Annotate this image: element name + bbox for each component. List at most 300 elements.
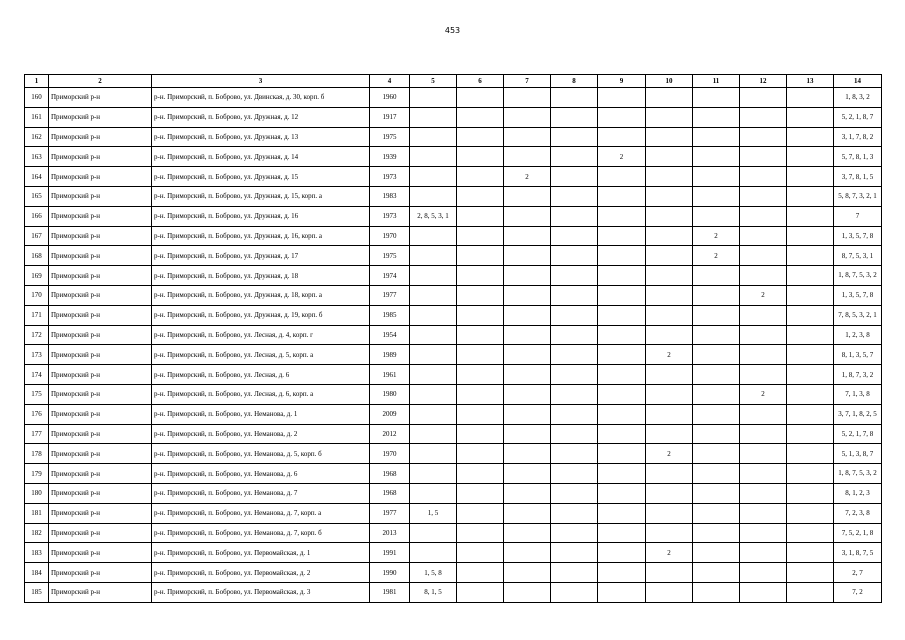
cell-col-12 <box>740 483 787 503</box>
cell-col-11 <box>693 503 740 523</box>
cell-col-11 <box>693 88 740 108</box>
cell-col-10 <box>646 464 693 484</box>
cell-col-2: Приморский р-н <box>49 285 152 305</box>
cell-col-11 <box>693 305 740 325</box>
cell-col-10 <box>646 523 693 543</box>
cell-col-9 <box>598 305 646 325</box>
cell-col-2: Приморский р-н <box>49 325 152 345</box>
cell-col-11 <box>693 444 740 464</box>
cell-col-7 <box>504 523 551 543</box>
cell-col-2: Приморский р-н <box>49 167 152 187</box>
cell-col-5 <box>410 404 457 424</box>
cell-col-10 <box>646 503 693 523</box>
cell-col-8 <box>551 107 598 127</box>
cell-col-13 <box>787 325 834 345</box>
cell-col-10 <box>646 305 693 325</box>
cell-col-1: 169 <box>25 266 49 286</box>
cell-col-6 <box>457 444 504 464</box>
cell-col-12: 2 <box>740 285 787 305</box>
column-header-7: 7 <box>504 75 551 88</box>
cell-col-12 <box>740 582 787 602</box>
cell-col-10 <box>646 404 693 424</box>
cell-col-13 <box>787 167 834 187</box>
cell-col-6 <box>457 246 504 266</box>
cell-col-11 <box>693 523 740 543</box>
cell-col-5 <box>410 147 457 167</box>
cell-col-9 <box>598 444 646 464</box>
cell-col-13 <box>787 226 834 246</box>
cell-col-5 <box>410 365 457 385</box>
cell-col-6 <box>457 107 504 127</box>
cell-col-4: 1968 <box>370 464 410 484</box>
cell-col-7 <box>504 285 551 305</box>
cell-col-2: Приморский р-н <box>49 88 152 108</box>
cell-col-2: Приморский р-н <box>49 483 152 503</box>
cell-col-11 <box>693 543 740 563</box>
cell-col-12 <box>740 523 787 543</box>
cell-col-14: 3, 1, 7, 8, 2 <box>834 127 882 147</box>
cell-col-2: Приморский р-н <box>49 404 152 424</box>
cell-col-3: р-н. Приморский, п. Боброво, ул. Неманова, д. 7, корп. б <box>152 523 370 543</box>
cell-col-5 <box>410 325 457 345</box>
cell-col-1: 167 <box>25 226 49 246</box>
cell-col-7: 2 <box>504 167 551 187</box>
cell-col-10 <box>646 246 693 266</box>
cell-col-9 <box>598 563 646 583</box>
cell-col-8 <box>551 88 598 108</box>
cell-col-3: р-н. Приморский, п. Боброво, ул. Дружная, д. 19, корп. б <box>152 305 370 325</box>
table-row <box>25 464 882 484</box>
cell-col-7 <box>504 424 551 444</box>
cell-col-9 <box>598 285 646 305</box>
table-row <box>25 305 882 325</box>
cell-col-13 <box>787 127 834 147</box>
cell-col-7 <box>504 483 551 503</box>
cell-col-10 <box>646 107 693 127</box>
cell-col-13 <box>787 464 834 484</box>
cell-col-8 <box>551 345 598 365</box>
cell-col-8 <box>551 563 598 583</box>
table-row <box>25 503 882 523</box>
cell-col-3: р-н. Приморский, п. Боброво, ул. Первомайская, д. 1 <box>152 543 370 563</box>
cell-col-11 <box>693 424 740 444</box>
cell-col-3: р-н. Приморский, п. Боброво, ул. Дружная, д. 13 <box>152 127 370 147</box>
cell-col-13 <box>787 523 834 543</box>
cell-col-6 <box>457 226 504 246</box>
cell-col-2: Приморский р-н <box>49 365 152 385</box>
cell-col-6 <box>457 523 504 543</box>
cell-col-3: р-н. Приморский, п. Боброво, ул. Дружная, д. 16, корп. а <box>152 226 370 246</box>
cell-col-2: Приморский р-н <box>49 305 152 325</box>
page-number: 453 <box>444 26 461 35</box>
cell-col-5 <box>410 464 457 484</box>
cell-col-11 <box>693 325 740 345</box>
cell-col-9 <box>598 582 646 602</box>
cell-col-4: 1973 <box>370 206 410 226</box>
cell-col-14: 3, 7, 1, 8, 2, 5 <box>834 404 882 424</box>
cell-col-6 <box>457 563 504 583</box>
cell-col-9 <box>598 88 646 108</box>
cell-col-1: 173 <box>25 345 49 365</box>
cell-col-11 <box>693 563 740 583</box>
cell-col-1: 163 <box>25 147 49 167</box>
cell-col-7 <box>504 305 551 325</box>
cell-col-5 <box>410 226 457 246</box>
column-header-2: 2 <box>49 75 152 88</box>
cell-col-8 <box>551 464 598 484</box>
cell-col-5 <box>410 88 457 108</box>
cell-col-6 <box>457 365 504 385</box>
cell-col-11 <box>693 404 740 424</box>
cell-col-13 <box>787 444 834 464</box>
cell-col-2: Приморский р-н <box>49 582 152 602</box>
cell-col-6 <box>457 147 504 167</box>
cell-col-5 <box>410 444 457 464</box>
cell-col-14: 8, 1, 3, 5, 7 <box>834 345 882 365</box>
table-row <box>25 186 882 206</box>
cell-col-4: 1985 <box>370 305 410 325</box>
cell-col-6 <box>457 325 504 345</box>
cell-col-10 <box>646 206 693 226</box>
cell-col-13 <box>787 365 834 385</box>
column-header-10: 10 <box>646 75 693 88</box>
cell-col-14: 1, 8, 7, 3, 2 <box>834 365 882 385</box>
cell-col-2: Приморский р-н <box>49 206 152 226</box>
cell-col-6 <box>457 127 504 147</box>
cell-col-7 <box>504 543 551 563</box>
table-row <box>25 365 882 385</box>
cell-col-14: 1, 2, 3, 8 <box>834 325 882 345</box>
cell-col-12 <box>740 404 787 424</box>
cell-col-14: 3, 1, 8, 7, 5 <box>834 543 882 563</box>
cell-col-10: 2 <box>646 543 693 563</box>
cell-col-13 <box>787 483 834 503</box>
cell-col-3: р-н. Приморский, п. Боброво, ул. Первомайская, д. 2 <box>152 563 370 583</box>
cell-col-11 <box>693 285 740 305</box>
cell-col-13 <box>787 384 834 404</box>
table-row <box>25 444 882 464</box>
cell-col-12 <box>740 127 787 147</box>
cell-col-9 <box>598 107 646 127</box>
cell-col-14: 1, 8, 3, 2 <box>834 88 882 108</box>
cell-col-1: 182 <box>25 523 49 543</box>
cell-col-12 <box>740 543 787 563</box>
cell-col-4: 1981 <box>370 582 410 602</box>
cell-col-12 <box>740 88 787 108</box>
cell-col-14: 5, 1, 3, 8, 7 <box>834 444 882 464</box>
table-row <box>25 206 882 226</box>
cell-col-6 <box>457 404 504 424</box>
cell-col-11 <box>693 345 740 365</box>
cell-col-4: 1917 <box>370 107 410 127</box>
cell-col-2: Приморский р-н <box>49 107 152 127</box>
cell-col-4: 1991 <box>370 543 410 563</box>
cell-col-12 <box>740 464 787 484</box>
cell-col-6 <box>457 345 504 365</box>
cell-col-13 <box>787 543 834 563</box>
cell-col-14: 5, 2, 1, 7, 8 <box>834 424 882 444</box>
cell-col-11: 2 <box>693 246 740 266</box>
cell-col-4: 1977 <box>370 285 410 305</box>
column-header-13: 13 <box>787 75 834 88</box>
cell-col-12 <box>740 147 787 167</box>
cell-col-3: р-н. Приморский, п. Боброво, ул. Дружная, д. 18, корп. а <box>152 285 370 305</box>
table-row <box>25 563 882 583</box>
cell-col-7 <box>504 147 551 167</box>
cell-col-4: 1974 <box>370 266 410 286</box>
cell-col-3: р-н. Приморский, п. Боброво, ул. Неманова, д. 5, корп. б <box>152 444 370 464</box>
cell-col-6 <box>457 582 504 602</box>
cell-col-8 <box>551 246 598 266</box>
cell-col-1: 174 <box>25 365 49 385</box>
cell-col-4: 1939 <box>370 147 410 167</box>
cell-col-12 <box>740 246 787 266</box>
cell-col-2: Приморский р-н <box>49 246 152 266</box>
cell-col-8 <box>551 186 598 206</box>
cell-col-1: 177 <box>25 424 49 444</box>
cell-col-11 <box>693 582 740 602</box>
cell-col-3: р-н. Приморский, п. Боброво, ул. Лесная, д. 4, корп. г <box>152 325 370 345</box>
cell-col-6 <box>457 543 504 563</box>
cell-col-13 <box>787 88 834 108</box>
table-row <box>25 345 882 365</box>
cell-col-7 <box>504 266 551 286</box>
cell-col-13 <box>787 424 834 444</box>
cell-col-5: 8, 1, 5 <box>410 582 457 602</box>
cell-col-6 <box>457 503 504 523</box>
table-row <box>25 523 882 543</box>
cell-col-11 <box>693 186 740 206</box>
cell-col-11 <box>693 127 740 147</box>
cell-col-4: 2009 <box>370 404 410 424</box>
cell-col-9 <box>598 127 646 147</box>
cell-col-8 <box>551 543 598 563</box>
column-header-9: 9 <box>598 75 646 88</box>
cell-col-8 <box>551 503 598 523</box>
cell-col-8 <box>551 167 598 187</box>
cell-col-1: 166 <box>25 206 49 226</box>
cell-col-14: 7 <box>834 206 882 226</box>
cell-col-4: 1989 <box>370 345 410 365</box>
cell-col-14: 1, 3, 5, 7, 8 <box>834 226 882 246</box>
cell-col-7 <box>504 345 551 365</box>
cell-col-5: 2, 8, 5, 3, 1 <box>410 206 457 226</box>
cell-col-6 <box>457 167 504 187</box>
cell-col-13 <box>787 404 834 424</box>
cell-col-9 <box>598 325 646 345</box>
cell-col-7 <box>504 246 551 266</box>
cell-col-9 <box>598 404 646 424</box>
cell-col-1: 181 <box>25 503 49 523</box>
cell-col-3: р-н. Приморский, п. Боброво, ул. Лесная, д. 6 <box>152 365 370 385</box>
cell-col-4: 1983 <box>370 186 410 206</box>
cell-col-13 <box>787 305 834 325</box>
cell-col-1: 172 <box>25 325 49 345</box>
cell-col-6 <box>457 464 504 484</box>
cell-col-14: 7, 5, 2, 1, 8 <box>834 523 882 543</box>
cell-col-5 <box>410 345 457 365</box>
cell-col-10 <box>646 483 693 503</box>
cell-col-3: р-н. Приморский, п. Боброво, ул. Неманова, д. 7, корп. а <box>152 503 370 523</box>
cell-col-10 <box>646 365 693 385</box>
cell-col-3: р-н. Приморский, п. Боброво, ул. Дружная, д. 14 <box>152 147 370 167</box>
cell-col-7 <box>504 384 551 404</box>
cell-col-9 <box>598 543 646 563</box>
cell-col-2: Приморский р-н <box>49 543 152 563</box>
column-header-1: 1 <box>25 75 49 88</box>
cell-col-13 <box>787 266 834 286</box>
cell-col-3: р-н. Приморский, п. Боброво, ул. Дружная, д. 16 <box>152 206 370 226</box>
cell-col-6 <box>457 285 504 305</box>
cell-col-3: р-н. Приморский, п. Боброво, ул. Дружная, д. 18 <box>152 266 370 286</box>
cell-col-1: 184 <box>25 563 49 583</box>
column-header-11: 11 <box>693 75 740 88</box>
cell-col-7 <box>504 186 551 206</box>
cell-col-2: Приморский р-н <box>49 266 152 286</box>
column-header-4: 4 <box>370 75 410 88</box>
cell-col-10: 2 <box>646 345 693 365</box>
column-header-8: 8 <box>551 75 598 88</box>
table-body <box>25 88 882 603</box>
cell-col-14: 3, 7, 8, 1, 5 <box>834 167 882 187</box>
cell-col-4: 1977 <box>370 503 410 523</box>
cell-col-14: 5, 7, 8, 1, 3 <box>834 147 882 167</box>
cell-col-3: р-н. Приморский, п. Боброво, ул. Дружная, д. 15 <box>152 167 370 187</box>
cell-col-10 <box>646 285 693 305</box>
cell-col-7 <box>504 127 551 147</box>
cell-col-10 <box>646 88 693 108</box>
cell-col-3: р-н. Приморский, п. Боброво, ул. Дружная, д. 15, корп. а <box>152 186 370 206</box>
cell-col-5 <box>410 305 457 325</box>
cell-col-14: 2, 7 <box>834 563 882 583</box>
cell-col-13 <box>787 563 834 583</box>
cell-col-14: 5, 8, 7, 3, 2, 1 <box>834 186 882 206</box>
cell-col-5 <box>410 107 457 127</box>
column-header-12: 12 <box>740 75 787 88</box>
cell-col-13 <box>787 107 834 127</box>
cell-col-7 <box>504 582 551 602</box>
cell-col-11 <box>693 464 740 484</box>
cell-col-4: 1954 <box>370 325 410 345</box>
table-row <box>25 246 882 266</box>
cell-col-4: 2013 <box>370 523 410 543</box>
cell-col-9 <box>598 483 646 503</box>
table-row <box>25 285 882 305</box>
cell-col-4: 1975 <box>370 246 410 266</box>
cell-col-12 <box>740 345 787 365</box>
cell-col-11 <box>693 483 740 503</box>
column-header-5: 5 <box>410 75 457 88</box>
table-row <box>25 543 882 563</box>
cell-col-14: 5, 2, 1, 8, 7 <box>834 107 882 127</box>
cell-col-11 <box>693 167 740 187</box>
cell-col-12 <box>740 206 787 226</box>
cell-col-13 <box>787 246 834 266</box>
cell-col-9 <box>598 246 646 266</box>
cell-col-8 <box>551 523 598 543</box>
column-header-3: 3 <box>152 75 370 88</box>
header-row <box>25 75 882 88</box>
cell-col-7 <box>504 206 551 226</box>
cell-col-14: 8, 1, 2, 3 <box>834 483 882 503</box>
cell-col-13 <box>787 147 834 167</box>
cell-col-1: 176 <box>25 404 49 424</box>
cell-col-5 <box>410 285 457 305</box>
table-row <box>25 404 882 424</box>
cell-col-7 <box>504 444 551 464</box>
cell-col-3: р-н. Приморский, п. Боброво, ул. Неманова, д. 2 <box>152 424 370 444</box>
table-row <box>25 147 882 167</box>
cell-col-8 <box>551 384 598 404</box>
cell-col-4: 1961 <box>370 365 410 385</box>
cell-col-8 <box>551 305 598 325</box>
cell-col-5 <box>410 523 457 543</box>
cell-col-10 <box>646 266 693 286</box>
cell-col-9 <box>598 226 646 246</box>
cell-col-2: Приморский р-н <box>49 464 152 484</box>
cell-col-8 <box>551 226 598 246</box>
cell-col-13 <box>787 582 834 602</box>
cell-col-1: 178 <box>25 444 49 464</box>
cell-col-12 <box>740 107 787 127</box>
cell-col-1: 161 <box>25 107 49 127</box>
cell-col-10 <box>646 186 693 206</box>
cell-col-6 <box>457 88 504 108</box>
cell-col-8 <box>551 325 598 345</box>
cell-col-4: 1990 <box>370 563 410 583</box>
cell-col-3: р-н. Приморский, п. Боброво, ул. Дружная, д. 17 <box>152 246 370 266</box>
cell-col-1: 164 <box>25 167 49 187</box>
cell-col-12 <box>740 167 787 187</box>
table-row <box>25 107 882 127</box>
cell-col-5 <box>410 246 457 266</box>
cell-col-5 <box>410 543 457 563</box>
cell-col-2: Приморский р-н <box>49 345 152 365</box>
cell-col-8 <box>551 404 598 424</box>
cell-col-5 <box>410 424 457 444</box>
cell-col-1: 160 <box>25 88 49 108</box>
cell-col-2: Приморский р-н <box>49 563 152 583</box>
cell-col-12 <box>740 503 787 523</box>
cell-col-4: 1975 <box>370 127 410 147</box>
cell-col-3: р-н. Приморский, п. Боброво, ул. Неманова, д. 6 <box>152 464 370 484</box>
cell-col-6 <box>457 384 504 404</box>
cell-col-10: 2 <box>646 444 693 464</box>
cell-col-3: р-н. Приморский, п. Боброво, ул. Лесная, д. 6, корп. а <box>152 384 370 404</box>
cell-col-10 <box>646 127 693 147</box>
cell-col-4: 1980 <box>370 384 410 404</box>
cell-col-8 <box>551 147 598 167</box>
cell-col-2: Приморский р-н <box>49 503 152 523</box>
cell-col-13 <box>787 186 834 206</box>
cell-col-10 <box>646 226 693 246</box>
cell-col-14: 7, 8, 5, 3, 2, 1 <box>834 305 882 325</box>
cell-col-14: 7, 2, 3, 8 <box>834 503 882 523</box>
cell-col-9: 2 <box>598 147 646 167</box>
column-header-14: 14 <box>834 75 882 88</box>
cell-col-4: 1973 <box>370 167 410 187</box>
cell-col-14: 1, 8, 7, 5, 3, 2 <box>834 464 882 484</box>
cell-col-14: 7, 1, 3, 8 <box>834 384 882 404</box>
cell-col-9 <box>598 424 646 444</box>
cell-col-1: 180 <box>25 483 49 503</box>
cell-col-1: 185 <box>25 582 49 602</box>
table-row <box>25 424 882 444</box>
table-row <box>25 167 882 187</box>
cell-col-9 <box>598 384 646 404</box>
cell-col-12 <box>740 365 787 385</box>
cell-col-1: 170 <box>25 285 49 305</box>
